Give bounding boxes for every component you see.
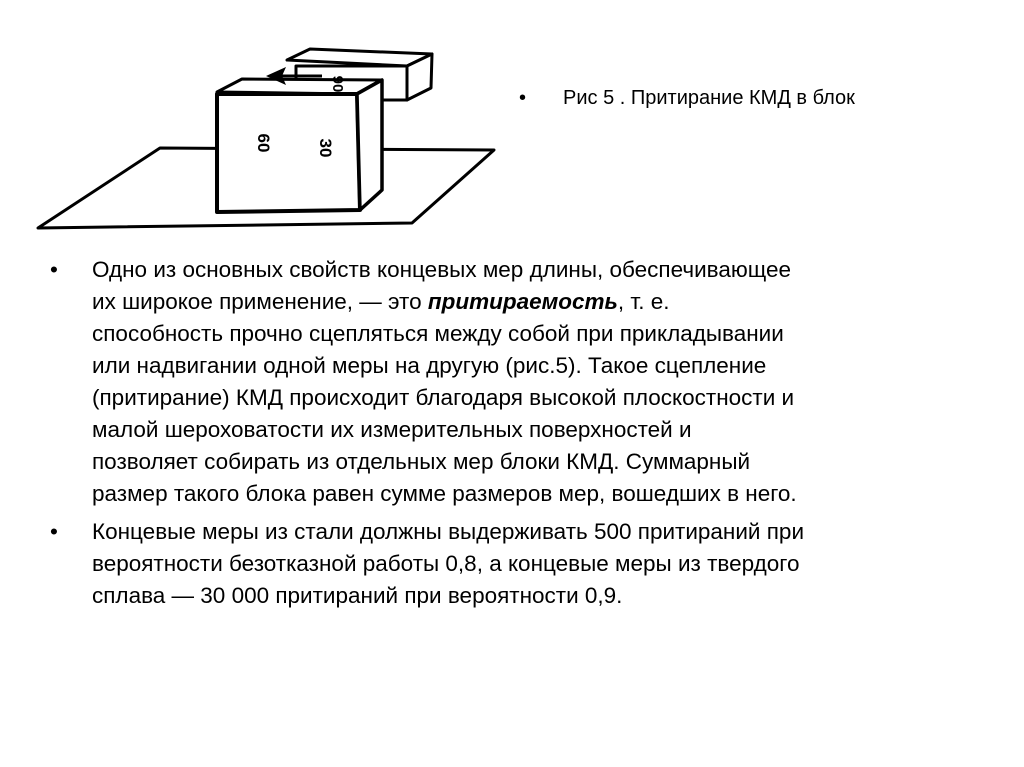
list-bullet: • <box>50 519 58 544</box>
large-block-front <box>217 94 360 212</box>
gauge-block-wringing-figure <box>30 40 500 235</box>
large-block-label-2: 30 <box>316 138 335 158</box>
paragraph-wringability <box>92 254 1010 510</box>
list-item <box>50 516 1010 612</box>
list-bullet: • <box>50 257 58 282</box>
large-block-label-1: 60 <box>254 133 273 153</box>
caption-text: Рис 5 . Притирание КМД в блок <box>563 87 855 109</box>
paragraph-text-after: , т. е. способность прочно сцепляться между собой при прикладывании или надвигании одной меры на другую (рис.5). Такое сцепление (притирание) КМД происходит благодаря высокой плоскостности и малой шероховатости их измерительных поверхностей и позволяет собирать из отдельных мер блоки КМД. Суммарный размер такого блока равен сумме размеров мер, вошедших в него. <box>92 289 797 506</box>
large-block-top <box>217 79 381 94</box>
caption-bullet: • <box>519 87 527 109</box>
paragraph-text-before: Одно из основных свойств концевых мер длины, обеспечивающее их широкое применение, — это <box>92 257 792 314</box>
small-block-label: 90 <box>329 75 346 93</box>
gauge-block-sketch <box>30 40 500 235</box>
term-emphasis: притираемость <box>427 289 618 314</box>
list-item <box>50 254 1010 510</box>
paragraph-durability: Концевые меры из стали должны выдерживать 500 притираний при вероятности безотказной работы 0,8, а концевые меры из твердого сплава — 30 000 притираний при вероятности 0,9. <box>92 519 805 608</box>
figure-caption <box>519 84 999 112</box>
large-block-side <box>357 80 382 210</box>
bullet-list <box>50 254 1010 618</box>
